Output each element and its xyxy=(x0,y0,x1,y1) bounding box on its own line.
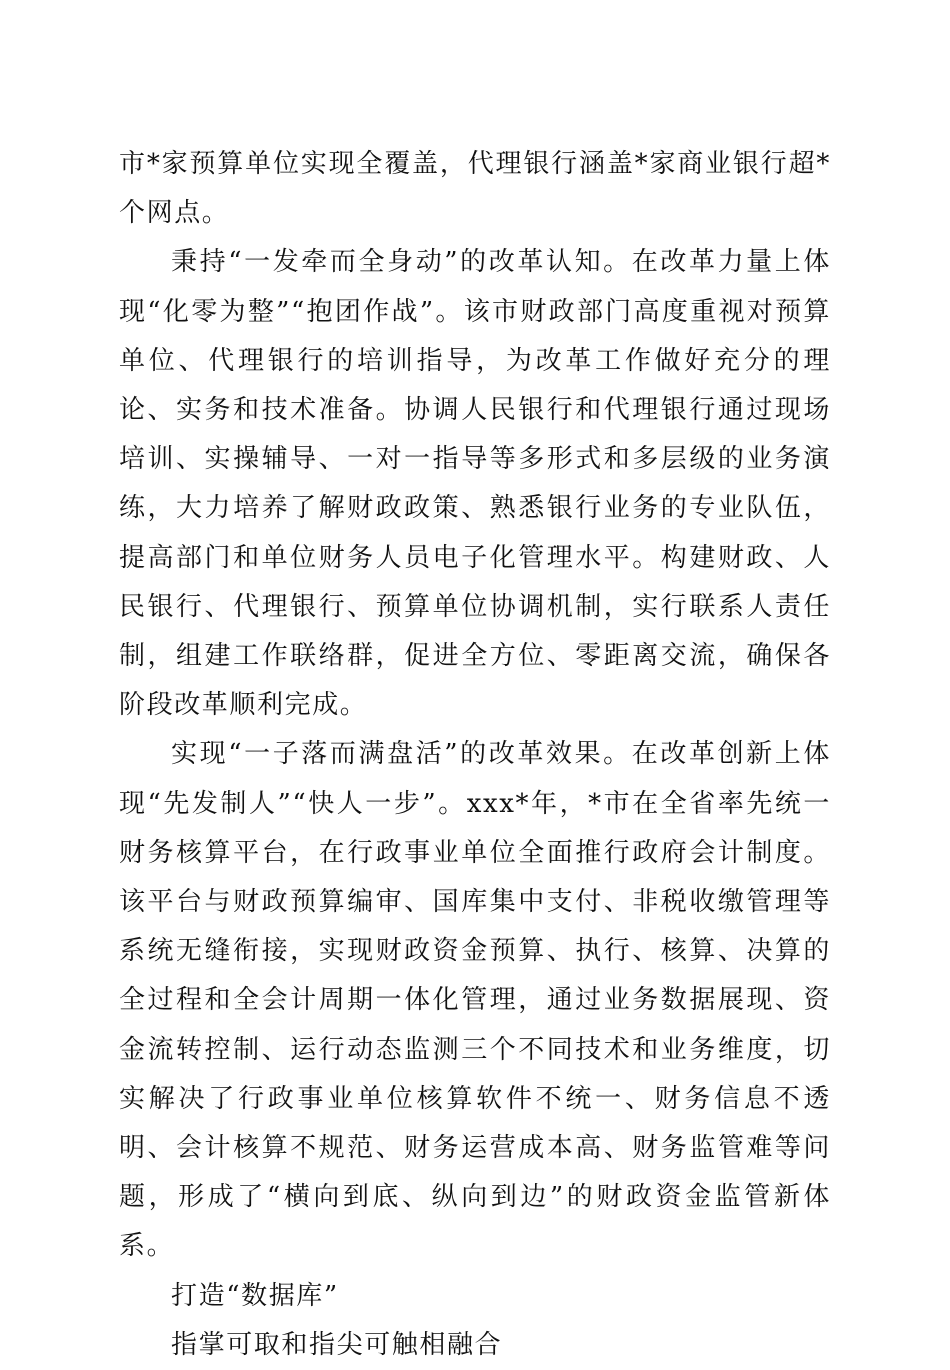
paragraph-continuation: 市*家预算单位实现全覆盖，代理银行涵盖*家商业银行超*个网点。 xyxy=(119,149,831,229)
document-body xyxy=(119,140,831,1370)
section-heading-database: 打造“数据库” xyxy=(171,1280,339,1311)
paragraph-reform-cognition: 秉持“一发牵而全身动”的改革认知。在改革力量上体现“化零为整”“抱团作战”。该市财政部门高度重视对预算单位、代理银行的培训指导，为改革工作做好充分的理论、实务和技术准备。协调人民银行和代理银行通过现场培训、实操辅导、一对一指导等多形式和多层级的业务演练，大力培养了解财政政策、熟悉银行业务的专业队伍，提高部门和单位财务人员电子化管理水平。构建财政、人民银行、代理银行、预算单位协调机制，实行联系人责任制，组建工作联络群，促进全方位、零距离交流，确保各阶段改革顺利完成。 xyxy=(119,247,831,721)
section-subheading-fingertip: 指掌可取和指尖可触相融合 xyxy=(171,1329,503,1360)
paragraph-reform-effect: 实现“一子落而满盘活”的改革效果。在改革创新上体现“先发制人”“快人一步”。xxx*年，*市在全省率先统一财务核算平台，在行政事业单位全面推行政府会计制度。该平台与财政预算编审、国库集中支付、非税收缴管理等系统无缝衔接，实现财政资金预算、执行、核算、决算的全过程和全会计周期一体化管理，通过业务数据展现、资金流转控制、运行动态监测三个不同技术和业务维度，切实解决了行政事业单位核算软件不统一、财务信息不透明、会计核算不规范、财务运营成本高、财务监管难等问题，形成了“横向到底、纵向到边”的财政资金监管新体系。 xyxy=(119,739,831,1262)
